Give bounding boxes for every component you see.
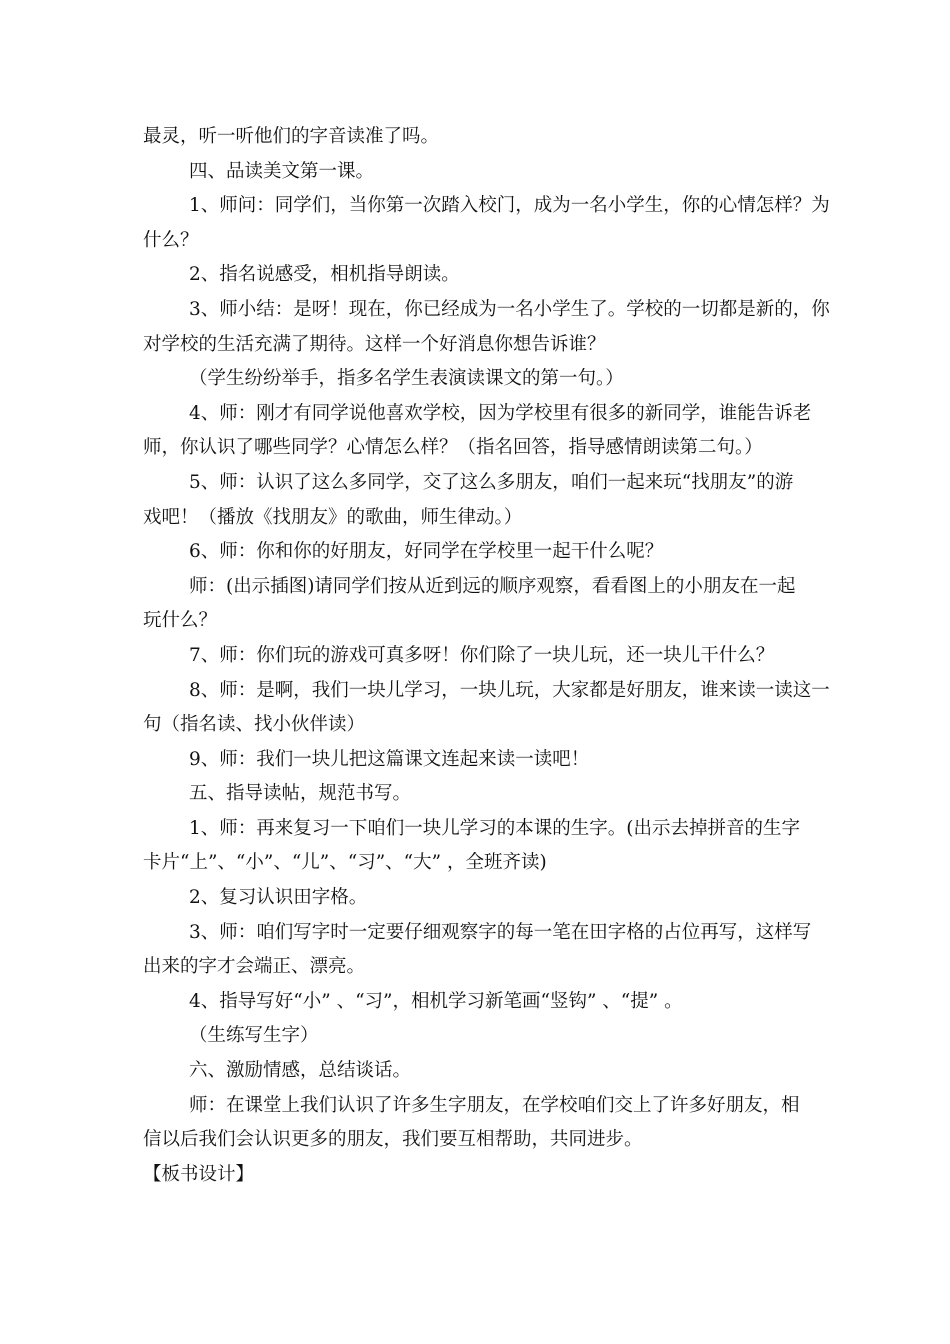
text-line: 3、师小结：是呀！现在，你已经成为一名小学生了。学校的一切都是新的，你 (189, 298, 830, 320)
text-line: 四、品读美文第一课。 (189, 160, 375, 182)
text-line: 8、师：是啊，我们一块儿学习，一块儿玩，大家都是好朋友，谁来读一读这一 (189, 679, 830, 701)
text-line: 师：在课堂上我们认识了许多生字朋友，在学校咱们交上了许多好朋友，相 (189, 1094, 800, 1116)
document-body (143, 120, 830, 1192)
text-line: 出来的字才会端正、漂亮。 (143, 956, 366, 978)
text-line: 1、师：再来复习一下咱们一块儿学习的本课的生字。(出示去掉拼音的生字 (189, 817, 800, 839)
text-line: 3、师：咱们写字时一定要仔细观察字的每一笔在田字格的占位再写，这样写 (189, 921, 812, 943)
text-line: 对学校的生活充满了期待。这样一个好消息你想告诉谁？ (143, 333, 606, 355)
text-line: 句（指名读、找小伙伴读） (143, 714, 366, 736)
text-line: 6、师：你和你的好朋友，好同学在学校里一起干什么呢？ (189, 541, 664, 563)
text-line: 最灵，听一听他们的字音读准了吗。 (143, 126, 440, 147)
text-line: 5、师：认识了这么多同学，交了这么多朋友，咱们一起来玩“找朋友”的游 (189, 471, 794, 493)
text-line: 2、复习认识田字格。 (189, 887, 368, 909)
text-line: 4、指导写好“小” 、“习”，相机学习新笔画“竖钩” 、“提” 。 (189, 990, 683, 1012)
text-line: 信以后我们会认识更多的朋友，我们要互相帮助，共同进步。 (143, 1129, 643, 1151)
text-line: （学生纷纷举手，指多名学生表演读课文的第一句。） (189, 368, 624, 390)
text-line: 师：(出示插图)请同学们按从近到远的顺序观察，看看图上的小朋友在一起 (189, 575, 796, 597)
text-line: 玩什么？ (143, 610, 218, 632)
text-line: 什么？ (143, 229, 199, 251)
text-line: （生练写生字） (189, 1025, 319, 1047)
text-line: 9、师：我们一块儿把这篇课文连起来读一读吧！ (189, 748, 590, 770)
text-line: 4、师：刚才有同学说他喜欢学校，因为学校里有很多的新同学，谁能告诉老 (189, 402, 812, 424)
text-line: 1、师问：同学们，当你第一次踏入校门，成为一名小学生，你的心情怎样？为 (189, 195, 830, 217)
text-line: 六、激励情感，总结谈话。 (189, 1060, 412, 1082)
text-line: 7、师：你们玩的游戏可真多呀！你们除了一块儿玩，还一块儿干什么？ (189, 644, 775, 666)
text-line: 师，你认识了哪些同学？心情怎么样？（指名回答，指导感情朗读第二句。） (143, 437, 763, 459)
text-line: 五、指导读帖，规范书写。 (189, 783, 412, 805)
text-line: 卡片“上”、“小”、“儿”、“习”、“大” ，全班齐读) (143, 852, 547, 874)
text-line: 戏吧！（播放《找朋友》的歌曲，师生律动。） (143, 506, 523, 528)
text-line: 【板书设计】 (143, 1163, 255, 1185)
text-line: 2、指名说感受，相机指导朗读。 (189, 264, 460, 286)
